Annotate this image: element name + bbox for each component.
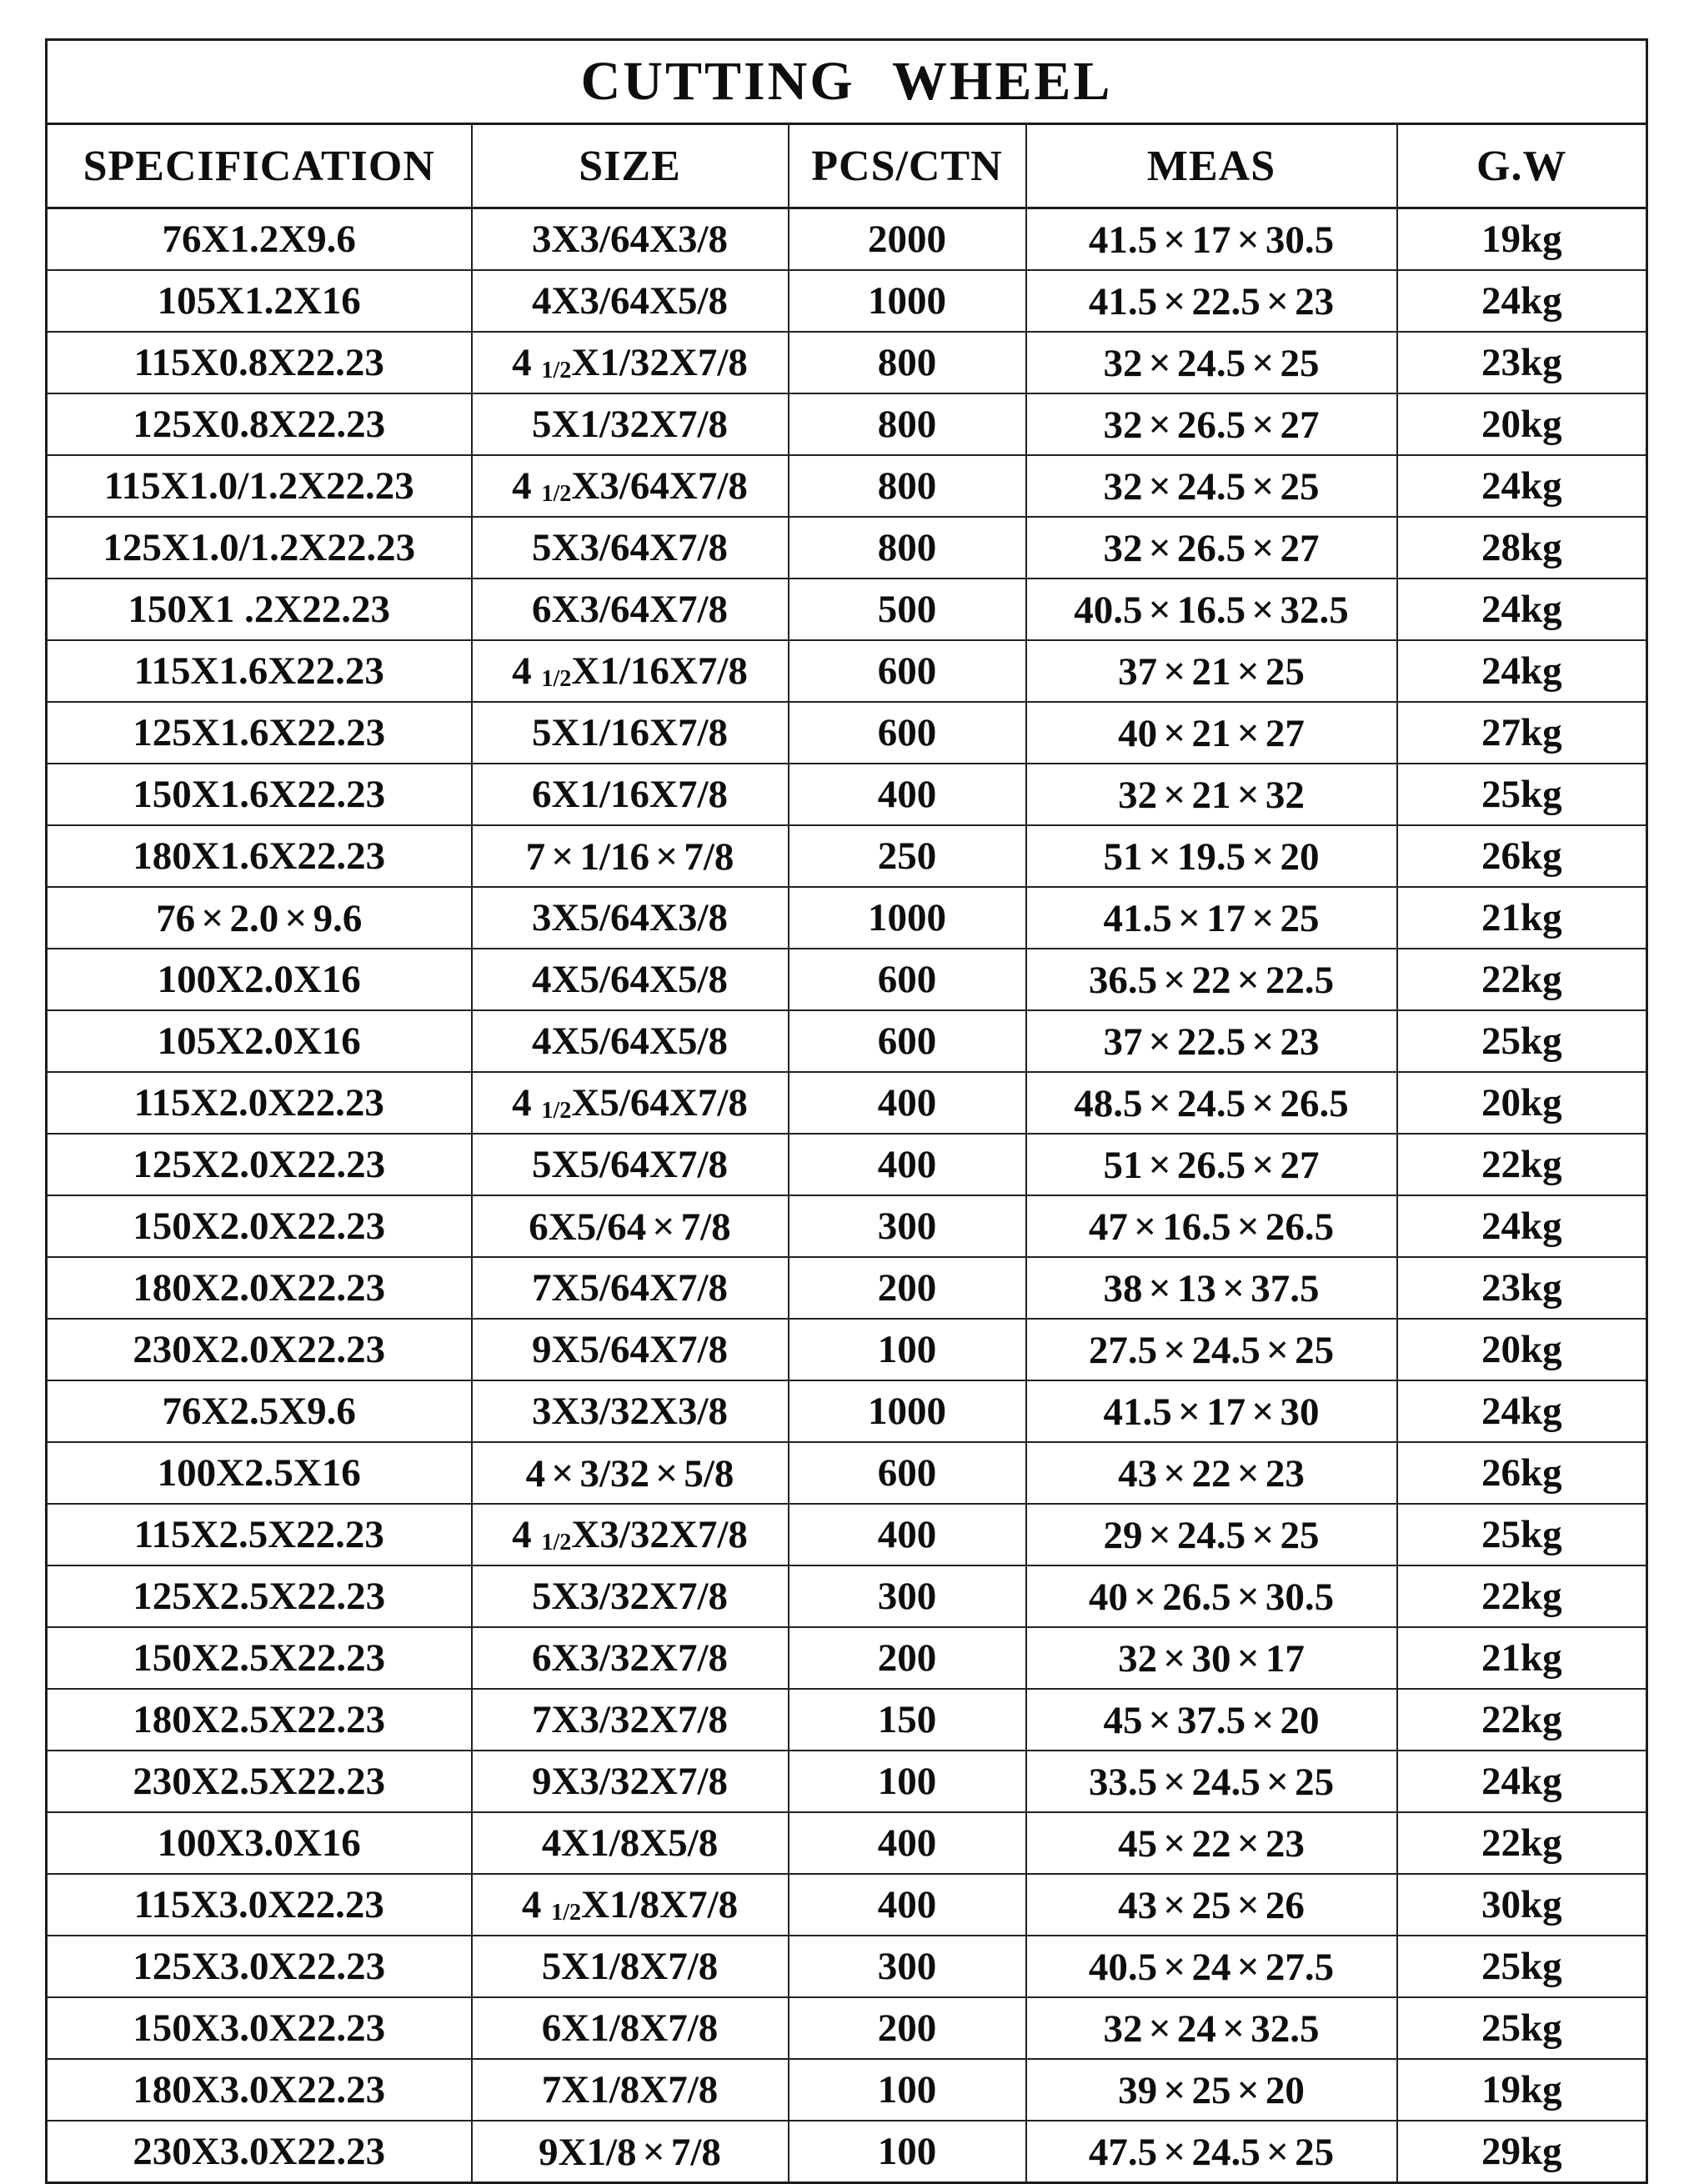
cell-pcs-ctn: 1000 <box>789 1380 1026 1442</box>
cell-specification: 180X2.0X22.23 <box>47 1257 472 1319</box>
multiply-sign: × <box>1163 710 1186 755</box>
cell-specification: 115X1.6X22.23 <box>47 640 472 702</box>
cell-specification: 150X3.0X22.23 <box>47 1997 472 2059</box>
cell-pcs-ctn: 400 <box>789 1812 1026 1874</box>
cell-meas: 32 × 24.5 × 25 <box>1026 332 1397 393</box>
table-row <box>47 1257 1647 1319</box>
multiply-sign: × <box>1163 649 1186 694</box>
cell-gw: 25kg <box>1397 1997 1647 2059</box>
cell-gw: 22kg <box>1397 1812 1647 1874</box>
cell-size: 5X3/32X7/8 <box>472 1565 789 1627</box>
cell-pcs-ctn: 400 <box>789 1134 1026 1195</box>
multiply-sign: × <box>1148 1080 1171 1125</box>
table-row <box>47 1134 1647 1195</box>
cell-pcs-ctn: 800 <box>789 455 1026 517</box>
multiply-sign: × <box>1163 1635 1186 1681</box>
cell-size: 6X3/32X7/8 <box>472 1627 789 1689</box>
cell-gw: 25kg <box>1397 1010 1647 1072</box>
multiply-sign: × <box>1236 1821 1260 1866</box>
cell-gw: 24kg <box>1397 640 1647 702</box>
fraction-half: 1/2 <box>541 358 572 383</box>
multiply-sign: × <box>1163 1944 1186 1989</box>
cell-pcs-ctn: 800 <box>789 517 1026 579</box>
cell-gw: 24kg <box>1397 455 1647 517</box>
table-row <box>47 1195 1647 1257</box>
cell-gw: 20kg <box>1397 1319 1647 1380</box>
multiply-sign: × <box>642 2129 665 2174</box>
table-row <box>47 1565 1647 1627</box>
multiply-sign: × <box>1163 1327 1186 1372</box>
multiply-sign: × <box>1221 1265 1245 1310</box>
multiply-sign: × <box>1163 1759 1186 1804</box>
cell-meas: 32 × 30 × 17 <box>1026 1627 1397 1689</box>
cell-meas: 32 × 24 × 32.5 <box>1026 1997 1397 2059</box>
cell-meas: 40.5 × 24 × 27.5 <box>1026 1936 1397 1997</box>
cell-specification: 125X1.0/1.2X22.23 <box>47 517 472 579</box>
cell-specification: 125X2.0X22.23 <box>47 1134 472 1195</box>
multiply-sign: × <box>1177 1389 1201 1434</box>
cell-meas: 51 × 19.5 × 20 <box>1026 825 1397 887</box>
cell-meas: 32 × 26.5 × 27 <box>1026 517 1397 579</box>
cell-specification: 105X2.0X16 <box>47 1010 472 1072</box>
table-body <box>47 208 1647 2183</box>
multiply-sign: × <box>1221 2006 1245 2051</box>
cell-gw: 24kg <box>1397 1195 1647 1257</box>
multiply-sign: × <box>551 834 574 879</box>
fraction-half: 1/2 <box>541 1530 572 1555</box>
fraction-half: 1/2 <box>541 666 572 692</box>
multiply-sign: × <box>1148 402 1171 447</box>
cell-specification: 125X0.8X22.23 <box>47 393 472 455</box>
multiply-sign: × <box>1251 1697 1275 1742</box>
header-row <box>47 124 1647 208</box>
cell-meas: 32 × 21 × 32 <box>1026 764 1397 825</box>
cell-size: 4 1/2X5/64X7/8 <box>472 1072 789 1134</box>
multiply-sign: × <box>1251 834 1275 879</box>
multiply-sign: × <box>1251 1389 1275 1434</box>
multiply-sign: × <box>1148 525 1171 570</box>
cell-size: 9X3/32X7/8 <box>472 1751 789 1812</box>
cell-pcs-ctn: 150 <box>789 1689 1026 1751</box>
multiply-sign: × <box>1236 772 1260 817</box>
table-row <box>47 1319 1647 1380</box>
multiply-sign: × <box>1236 710 1260 755</box>
cell-size: 7 × 1/16 × 7/8 <box>472 825 789 887</box>
multiply-sign: × <box>1148 1142 1171 1187</box>
table-row <box>47 1627 1647 1689</box>
title-row <box>47 40 1647 124</box>
cell-pcs-ctn: 600 <box>789 949 1026 1010</box>
cell-size: 6X1/8X7/8 <box>472 1997 789 2059</box>
multiply-sign: × <box>1163 957 1186 1002</box>
cell-meas: 51 × 26.5 × 27 <box>1026 1134 1397 1195</box>
multiply-sign: × <box>284 895 308 940</box>
cell-gw: 22kg <box>1397 1565 1647 1627</box>
cell-size: 4 1/2X3/32X7/8 <box>472 1504 789 1565</box>
multiply-sign: × <box>1265 278 1290 323</box>
cell-specification: 100X3.0X16 <box>47 1812 472 1874</box>
cell-gw: 19kg <box>1397 2059 1647 2121</box>
cell-pcs-ctn: 100 <box>789 1319 1026 1380</box>
fraction-half: 1/2 <box>541 1098 572 1124</box>
cell-meas: 48.5 × 24.5 × 26.5 <box>1026 1072 1397 1134</box>
cell-meas: 29 × 24.5 × 25 <box>1026 1504 1397 1565</box>
multiply-sign: × <box>1148 340 1171 385</box>
multiply-sign: × <box>1148 1697 1171 1742</box>
cell-gw: 23kg <box>1397 1257 1647 1319</box>
page-title: CUTTING WHEEL <box>47 40 1647 124</box>
cell-pcs-ctn: 600 <box>789 640 1026 702</box>
cell-specification: 76X1.2X9.6 <box>47 208 472 271</box>
cell-size: 4 1/2X1/8X7/8 <box>472 1874 789 1936</box>
cell-gw: 25kg <box>1397 764 1647 825</box>
multiply-sign: × <box>551 1450 574 1495</box>
cell-pcs-ctn: 400 <box>789 1874 1026 1936</box>
multiply-sign: × <box>1163 1821 1186 1866</box>
cell-specification: 180X1.6X22.23 <box>47 825 472 887</box>
cell-specification: 180X3.0X22.23 <box>47 2059 472 2121</box>
cell-pcs-ctn: 2000 <box>789 208 1026 271</box>
table-row <box>47 455 1647 517</box>
cell-pcs-ctn: 600 <box>789 1442 1026 1504</box>
cell-specification: 115X2.0X22.23 <box>47 1072 472 1134</box>
column-header-gw: G.W <box>1397 124 1647 208</box>
cell-gw: 30kg <box>1397 1874 1647 1936</box>
table-row <box>47 702 1647 764</box>
table-row <box>47 949 1647 1010</box>
multiply-sign: × <box>1148 1019 1171 1064</box>
multiply-sign: × <box>1236 2067 1260 2112</box>
multiply-sign: × <box>1133 1204 1157 1249</box>
cell-size: 4 × 3/32 × 5/8 <box>472 1442 789 1504</box>
multiply-sign: × <box>1251 402 1275 447</box>
cell-specification: 115X2.5X22.23 <box>47 1504 472 1565</box>
cell-gw: 24kg <box>1397 270 1647 332</box>
cell-pcs-ctn: 400 <box>789 1072 1026 1134</box>
cell-size: 4X1/8X5/8 <box>472 1812 789 1874</box>
cell-specification: 150X2.5X22.23 <box>47 1627 472 1689</box>
cell-meas: 47.5 × 24.5 × 25 <box>1026 2121 1397 2183</box>
cell-specification: 100X2.0X16 <box>47 949 472 1010</box>
multiply-sign: × <box>1236 957 1260 1002</box>
cell-size: 5X5/64X7/8 <box>472 1134 789 1195</box>
multiply-sign: × <box>1251 1080 1275 1125</box>
multiply-sign: × <box>1236 1450 1260 1495</box>
cell-meas: 36.5 × 22 × 22.5 <box>1026 949 1397 1010</box>
cell-specification: 150X2.0X22.23 <box>47 1195 472 1257</box>
table-row <box>47 1812 1647 1874</box>
cell-specification: 230X2.0X22.23 <box>47 1319 472 1380</box>
cell-gw: 26kg <box>1397 825 1647 887</box>
cell-specification: 100X2.5X16 <box>47 1442 472 1504</box>
cell-gw: 29kg <box>1397 2121 1647 2183</box>
cell-specification: 115X3.0X22.23 <box>47 1874 472 1936</box>
cell-meas: 41.5 × 17 × 25 <box>1026 887 1397 949</box>
cell-pcs-ctn: 400 <box>789 764 1026 825</box>
cell-meas: 38 × 13 × 37.5 <box>1026 1257 1397 1319</box>
cell-meas: 45 × 22 × 23 <box>1026 1812 1397 1874</box>
column-header-meas: MEAS <box>1026 124 1397 208</box>
cell-size: 4 1/2X1/32X7/8 <box>472 332 789 393</box>
multiply-sign: × <box>1148 2006 1171 2051</box>
cell-specification: 180X2.5X22.23 <box>47 1689 472 1751</box>
cell-size: 4 1/2X1/16X7/8 <box>472 640 789 702</box>
cell-gw: 20kg <box>1397 393 1647 455</box>
multiply-sign: × <box>1236 1944 1260 1989</box>
multiply-sign: × <box>1148 1512 1171 1557</box>
cell-size: 9X5/64X7/8 <box>472 1319 789 1380</box>
multiply-sign: × <box>1148 834 1171 879</box>
multiply-sign: × <box>1163 772 1186 817</box>
cell-specification: 230X2.5X22.23 <box>47 1751 472 1812</box>
cell-pcs-ctn: 100 <box>789 1751 1026 1812</box>
cell-gw: 19kg <box>1397 208 1647 271</box>
multiply-sign: × <box>1236 1204 1260 1249</box>
multiply-sign: × <box>1251 1142 1275 1187</box>
multiply-sign: × <box>1148 1265 1171 1310</box>
multiply-sign: × <box>1265 2129 1290 2174</box>
cell-pcs-ctn: 1000 <box>789 270 1026 332</box>
table-row <box>47 1997 1647 2059</box>
cell-size: 4X3/64X5/8 <box>472 270 789 332</box>
table-row <box>47 2059 1647 2121</box>
cell-specification: 150X1.6X22.23 <box>47 764 472 825</box>
table-row <box>47 1751 1647 1812</box>
cell-gw: 22kg <box>1397 1689 1647 1751</box>
multiply-sign: × <box>1236 649 1260 694</box>
multiply-sign: × <box>1251 340 1275 385</box>
multiply-sign: × <box>1236 1574 1260 1619</box>
cell-size: 3X3/64X3/8 <box>472 208 789 271</box>
column-header-size: SIZE <box>472 124 789 208</box>
cell-size: 5X1/16X7/8 <box>472 702 789 764</box>
table-row <box>47 1380 1647 1442</box>
multiply-sign: × <box>1265 1759 1290 1804</box>
cell-pcs-ctn: 500 <box>789 579 1026 640</box>
multiply-sign: × <box>1177 895 1201 940</box>
cell-meas: 32 × 24.5 × 25 <box>1026 455 1397 517</box>
fraction-half: 1/2 <box>541 481 572 507</box>
cell-specification: 150X1 .2X22.23 <box>47 579 472 640</box>
cell-size: 4 1/2X3/64X7/8 <box>472 455 789 517</box>
table-row <box>47 764 1647 825</box>
cell-meas: 41.5 × 17 × 30 <box>1026 1380 1397 1442</box>
cell-size: 6X1/16X7/8 <box>472 764 789 825</box>
cell-size: 3X3/32X3/8 <box>472 1380 789 1442</box>
table-row <box>47 1010 1647 1072</box>
cell-gw: 25kg <box>1397 1936 1647 1997</box>
cell-gw: 26kg <box>1397 1442 1647 1504</box>
cell-pcs-ctn: 800 <box>789 332 1026 393</box>
cell-pcs-ctn: 200 <box>789 1997 1026 2059</box>
table-row <box>47 579 1647 640</box>
cell-pcs-ctn: 300 <box>789 1195 1026 1257</box>
multiply-sign: × <box>1148 587 1171 632</box>
multiply-sign: × <box>1251 587 1275 632</box>
multiply-sign: × <box>1148 463 1171 508</box>
multiply-sign: × <box>1163 2067 1186 2112</box>
cell-pcs-ctn: 800 <box>789 393 1026 455</box>
cell-gw: 20kg <box>1397 1072 1647 1134</box>
table-row <box>47 1504 1647 1565</box>
cell-meas: 37 × 21 × 25 <box>1026 640 1397 702</box>
multiply-sign: × <box>1133 1574 1157 1619</box>
cell-pcs-ctn: 250 <box>789 825 1026 887</box>
cell-specification: 115X0.8X22.23 <box>47 332 472 393</box>
table-row <box>47 332 1647 393</box>
cell-size: 5X1/32X7/8 <box>472 393 789 455</box>
cell-size: 6X5/64 × 7/8 <box>472 1195 789 1257</box>
cell-meas: 43 × 22 × 23 <box>1026 1442 1397 1504</box>
multiply-sign: × <box>1163 217 1186 262</box>
cell-meas: 45 × 37.5 × 20 <box>1026 1689 1397 1751</box>
cell-specification: 105X1.2X16 <box>47 270 472 332</box>
multiply-sign: × <box>652 1204 675 1249</box>
cell-meas: 33.5 × 24.5 × 25 <box>1026 1751 1397 1812</box>
cell-specification: 125X1.6X22.23 <box>47 702 472 764</box>
multiply-sign: × <box>1163 278 1186 323</box>
cell-size: 6X3/64X7/8 <box>472 579 789 640</box>
cell-pcs-ctn: 100 <box>789 2121 1026 2183</box>
cell-pcs-ctn: 100 <box>789 2059 1026 2121</box>
cell-gw: 24kg <box>1397 1380 1647 1442</box>
cell-gw: 23kg <box>1397 332 1647 393</box>
cell-meas: 40 × 26.5 × 30.5 <box>1026 1565 1397 1627</box>
multiply-sign: × <box>1163 2129 1186 2174</box>
table-row <box>47 1936 1647 1997</box>
cell-specification: 230X3.0X22.23 <box>47 2121 472 2183</box>
cell-specification: 125X2.5X22.23 <box>47 1565 472 1627</box>
cell-pcs-ctn: 1000 <box>789 887 1026 949</box>
table-row <box>47 887 1647 949</box>
cell-pcs-ctn: 200 <box>789 1627 1026 1689</box>
cell-meas: 39 × 25 × 20 <box>1026 2059 1397 2121</box>
table-row <box>47 270 1647 332</box>
fraction-half: 1/2 <box>551 1900 582 1926</box>
cell-specification: 76X2.5X9.6 <box>47 1380 472 1442</box>
cell-size: 4X5/64X5/8 <box>472 1010 789 1072</box>
cell-pcs-ctn: 200 <box>789 1257 1026 1319</box>
multiply-sign: × <box>1236 1635 1260 1681</box>
cell-size: 7X3/32X7/8 <box>472 1689 789 1751</box>
cell-meas: 47 × 16.5 × 26.5 <box>1026 1195 1397 1257</box>
multiply-sign: × <box>1251 1019 1275 1064</box>
cell-size: 5X1/8X7/8 <box>472 1936 789 1997</box>
cell-specification: 115X1.0/1.2X22.23 <box>47 455 472 517</box>
column-header-pcs-ctn: PCS/CTN <box>789 124 1026 208</box>
cell-gw: 21kg <box>1397 887 1647 949</box>
cell-gw: 27kg <box>1397 702 1647 764</box>
table-row <box>47 208 1647 271</box>
cell-gw: 22kg <box>1397 1134 1647 1195</box>
column-header-specification: SPECIFICATION <box>47 124 472 208</box>
cell-gw: 21kg <box>1397 1627 1647 1689</box>
cell-meas: 41.5 × 22.5 × 23 <box>1026 270 1397 332</box>
multiply-sign: × <box>1236 217 1260 262</box>
multiply-sign: × <box>1251 463 1275 508</box>
cell-meas: 41.5 × 17 × 30.5 <box>1026 208 1397 271</box>
multiply-sign: × <box>1251 1512 1275 1557</box>
multiply-sign: × <box>1251 525 1275 570</box>
cell-pcs-ctn: 300 <box>789 1565 1026 1627</box>
cell-meas: 27.5 × 24.5 × 25 <box>1026 1319 1397 1380</box>
cell-gw: 24kg <box>1397 579 1647 640</box>
cell-size: 9X1/8 × 7/8 <box>472 2121 789 2183</box>
table-row <box>47 640 1647 702</box>
cell-meas: 37 × 22.5 × 23 <box>1026 1010 1397 1072</box>
cell-meas: 40 × 21 × 27 <box>1026 702 1397 764</box>
cell-pcs-ctn: 600 <box>789 702 1026 764</box>
table-row <box>47 2121 1647 2183</box>
cell-size: 7X5/64X7/8 <box>472 1257 789 1319</box>
table-row <box>47 1442 1647 1504</box>
table-row <box>47 1874 1647 1936</box>
cell-meas: 32 × 26.5 × 27 <box>1026 393 1397 455</box>
cell-size: 3X5/64X3/8 <box>472 887 789 949</box>
table-row <box>47 517 1647 579</box>
cell-size: 7X1/8X7/8 <box>472 2059 789 2121</box>
cell-size: 5X3/64X7/8 <box>472 517 789 579</box>
cell-pcs-ctn: 300 <box>789 1936 1026 1997</box>
multiply-sign: × <box>1163 1450 1186 1495</box>
cell-pcs-ctn: 600 <box>789 1010 1026 1072</box>
table-row <box>47 825 1647 887</box>
multiply-sign: × <box>1236 1882 1260 1927</box>
cell-meas: 40.5 × 16.5 × 32.5 <box>1026 579 1397 640</box>
multiply-sign: × <box>655 1450 679 1495</box>
cutting-wheel-table <box>45 38 1648 2184</box>
multiply-sign: × <box>201 895 224 940</box>
cell-gw: 28kg <box>1397 517 1647 579</box>
multiply-sign: × <box>655 834 679 879</box>
multiply-sign: × <box>1251 895 1275 940</box>
cell-specification: 125X3.0X22.23 <box>47 1936 472 1997</box>
table-row <box>47 393 1647 455</box>
cell-specification: 76 × 2.0 × 9.6 <box>47 887 472 949</box>
table-row <box>47 1072 1647 1134</box>
cell-gw: 24kg <box>1397 1751 1647 1812</box>
multiply-sign: × <box>1265 1327 1290 1372</box>
table-row <box>47 1689 1647 1751</box>
cell-pcs-ctn: 400 <box>789 1504 1026 1565</box>
cell-meas: 43 × 25 × 26 <box>1026 1874 1397 1936</box>
cell-gw: 22kg <box>1397 949 1647 1010</box>
multiply-sign: × <box>1163 1882 1186 1927</box>
cell-gw: 25kg <box>1397 1504 1647 1565</box>
cell-size: 4X5/64X5/8 <box>472 949 789 1010</box>
